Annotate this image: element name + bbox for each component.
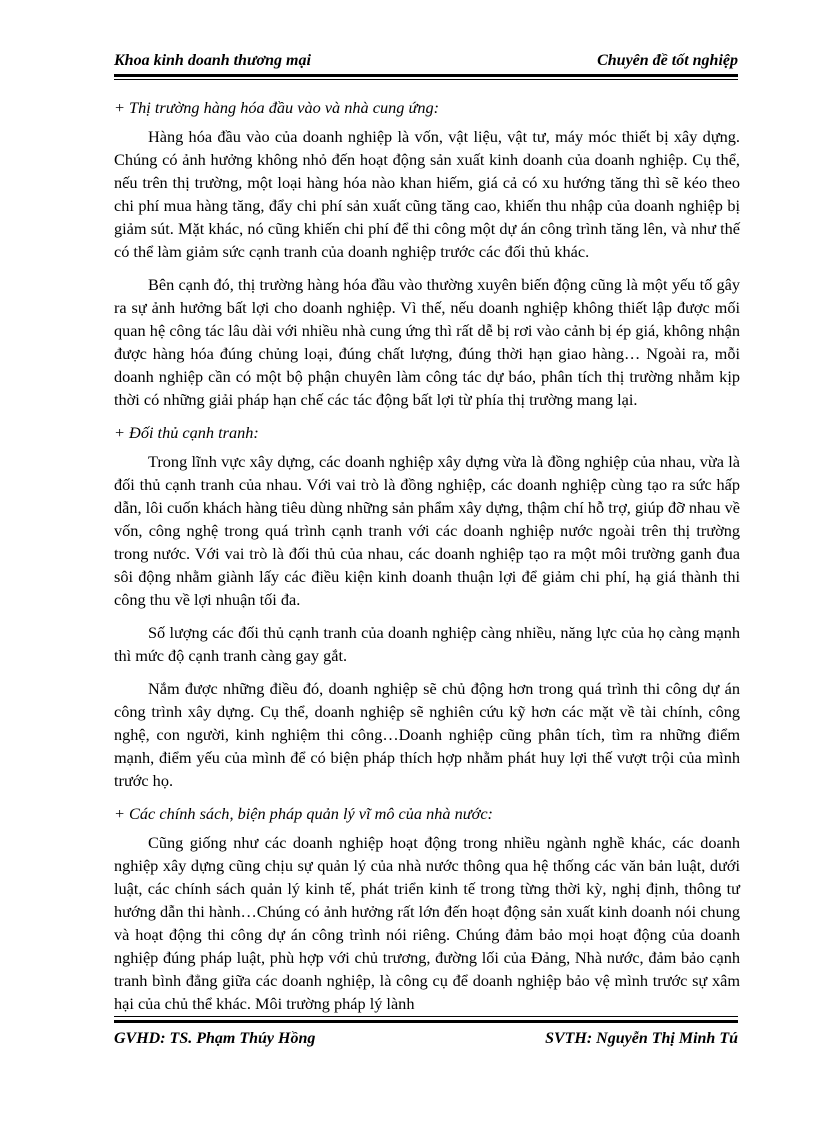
- page-header: [114, 50, 738, 76]
- page-footer: [114, 1016, 738, 1056]
- header-faculty: Khoa kinh doanh thương mại: [114, 52, 311, 69]
- section-heading-state-policy: + Các chính sách, biện pháp quản lý vĩ mô của nhà nước:: [114, 804, 493, 823]
- footer-student: SVTH: Nguyễn Thị Minh Tú: [545, 1030, 738, 1047]
- paragraph: Trong lĩnh vực xây dựng, các doanh nghiệp xây dựng vừa là đồng nghiệp của nhau, vừa là đối thủ cạnh tranh của nhau. Với vai trò là đồng nghiệp, các doanh nghiệp cùng tạo ra sức hấp dẫn, lôi cuốn khách hàng tiêu dùng những sản phẩm xây dựng, thậm chí hỗ trợ, giúp đỡ nhau về vốn, công nghệ trong quá trình cạnh tranh với các doanh nghiệp nước ngoài trên thị trường trong nước. Với vai trò là đối thủ của nhau, các doanh nghiệp tạo ra một môi trường ganh đua sôi động nhằm giành lấy các điều kiện kinh doanh thuận lợi để giảm chi phí, hạ giá thành thi công thu về lợi nhuận tối đa.: [114, 452, 740, 609]
- footer-supervisor: GVHD: TS. Phạm Thúy Hồng: [114, 1030, 316, 1047]
- footer-rule-thin: [114, 1016, 738, 1017]
- header-rule-thick: [114, 74, 738, 77]
- header-document-type: Chuyên đề tốt nghiệp: [597, 52, 738, 69]
- paragraph: Nắm được những điều đó, doanh nghiệp sẽ chủ động hơn trong quá trình thi công dự án công trình xây dựng. Cụ thể, doanh nghiệp sẽ nghiên cứu kỹ hơn các mặt về tài chính, công nghệ, con người, kinh nghiệm thi công…Doanh nghiệp cũng phân tích, tìm ra những điểm mạnh, điểm yếu của mình để có biện pháp thích hợp nhằm phát huy lợi thế vượt trội của mình trước họ.: [114, 679, 740, 790]
- paragraph: Hàng hóa đầu vào của doanh nghiệp là vốn, vật liệu, vật tư, máy móc thiết bị xây dựng. Chúng có ảnh hưởng không nhỏ đến hoạt động sản xuất kinh doanh của doanh nghiệp. Cụ thể, nếu trên thị trường, một loại hàng hóa nào khan hiếm, giá cả có xu hướng tăng thì sẽ kéo theo chi phí mua hàng tăng, đẩy chi phí sản xuất cũng tăng cao, khiến thu nhập của doanh nghiệp bị giảm sút. Mặt khác, nó cũng khiến chi phí để thi công một dự án công trình tăng lên, và như thế có thể làm giảm sức cạnh tranh của doanh nghiệp trước các đối thủ khác.: [114, 127, 740, 261]
- paragraph: Bên cạnh đó, thị trường hàng hóa đầu vào thường xuyên biến động cũng là một yếu tố gây ra sự ảnh hưởng bất lợi cho doanh nghiệp. Vì thế, nếu doanh nghiệp không thiết lập được mối quan hệ công tác lâu dài với nhiều nhà cung ứng thì rất dễ bị rơi vào cảnh bị ép giá, không nhận được hàng hóa đúng chủng loại, đúng chất lượng, đúng thời hạn giao hàng… Ngoài ra, mỗi doanh nghiệp cần có một bộ phận chuyên làm công tác dự báo, phân tích thị trường nhằm kịp thời có những giải pháp hạn chế các tác động bất lợi từ phía thị trường mang lại.: [114, 275, 740, 409]
- paragraph: Cũng giống như các doanh nghiệp hoạt động trong nhiều ngành nghề khác, các doanh nghiệp xây dựng cũng chịu sự quản lý của nhà nước thông qua hệ thống các văn bản luật, dưới luật, các chính sách quản lý kinh tế, phát triển kinh tế trong từng thời kỳ, nghị định, thông tư hướng dẫn thi hành…Chúng có ảnh hưởng rất lớn đến hoạt động sản xuất kinh doanh nói chung và hoạt động thi công dự án công trình nói riêng. Chúng đảm bảo mọi hoạt động của doanh nghiệp đúng pháp luật, phù hợp với chủ trương, đường lối của Đảng, Nhà nước, đảm bảo cạnh tranh bình đẳng giữa các doanh nghiệp, là công cụ để doanh nghiệp bảo vệ mình trước sự xâm hại của chủ thể khác. Môi trường pháp lý lành: [114, 833, 740, 1013]
- section-heading-input-market: + Thị trường hàng hóa đầu vào và nhà cung ứng:: [114, 98, 440, 117]
- section-heading-competitors: + Đối thủ cạnh tranh:: [114, 423, 259, 442]
- page-body: [114, 96, 740, 1025]
- paragraph: Số lượng các đối thủ cạnh tranh của doanh nghiệp càng nhiều, năng lực của họ càng mạnh thì mức độ cạnh tranh càng gay gắt.: [114, 623, 740, 665]
- header-rule-thin: [114, 79, 738, 80]
- footer-rule-thick: [114, 1020, 738, 1023]
